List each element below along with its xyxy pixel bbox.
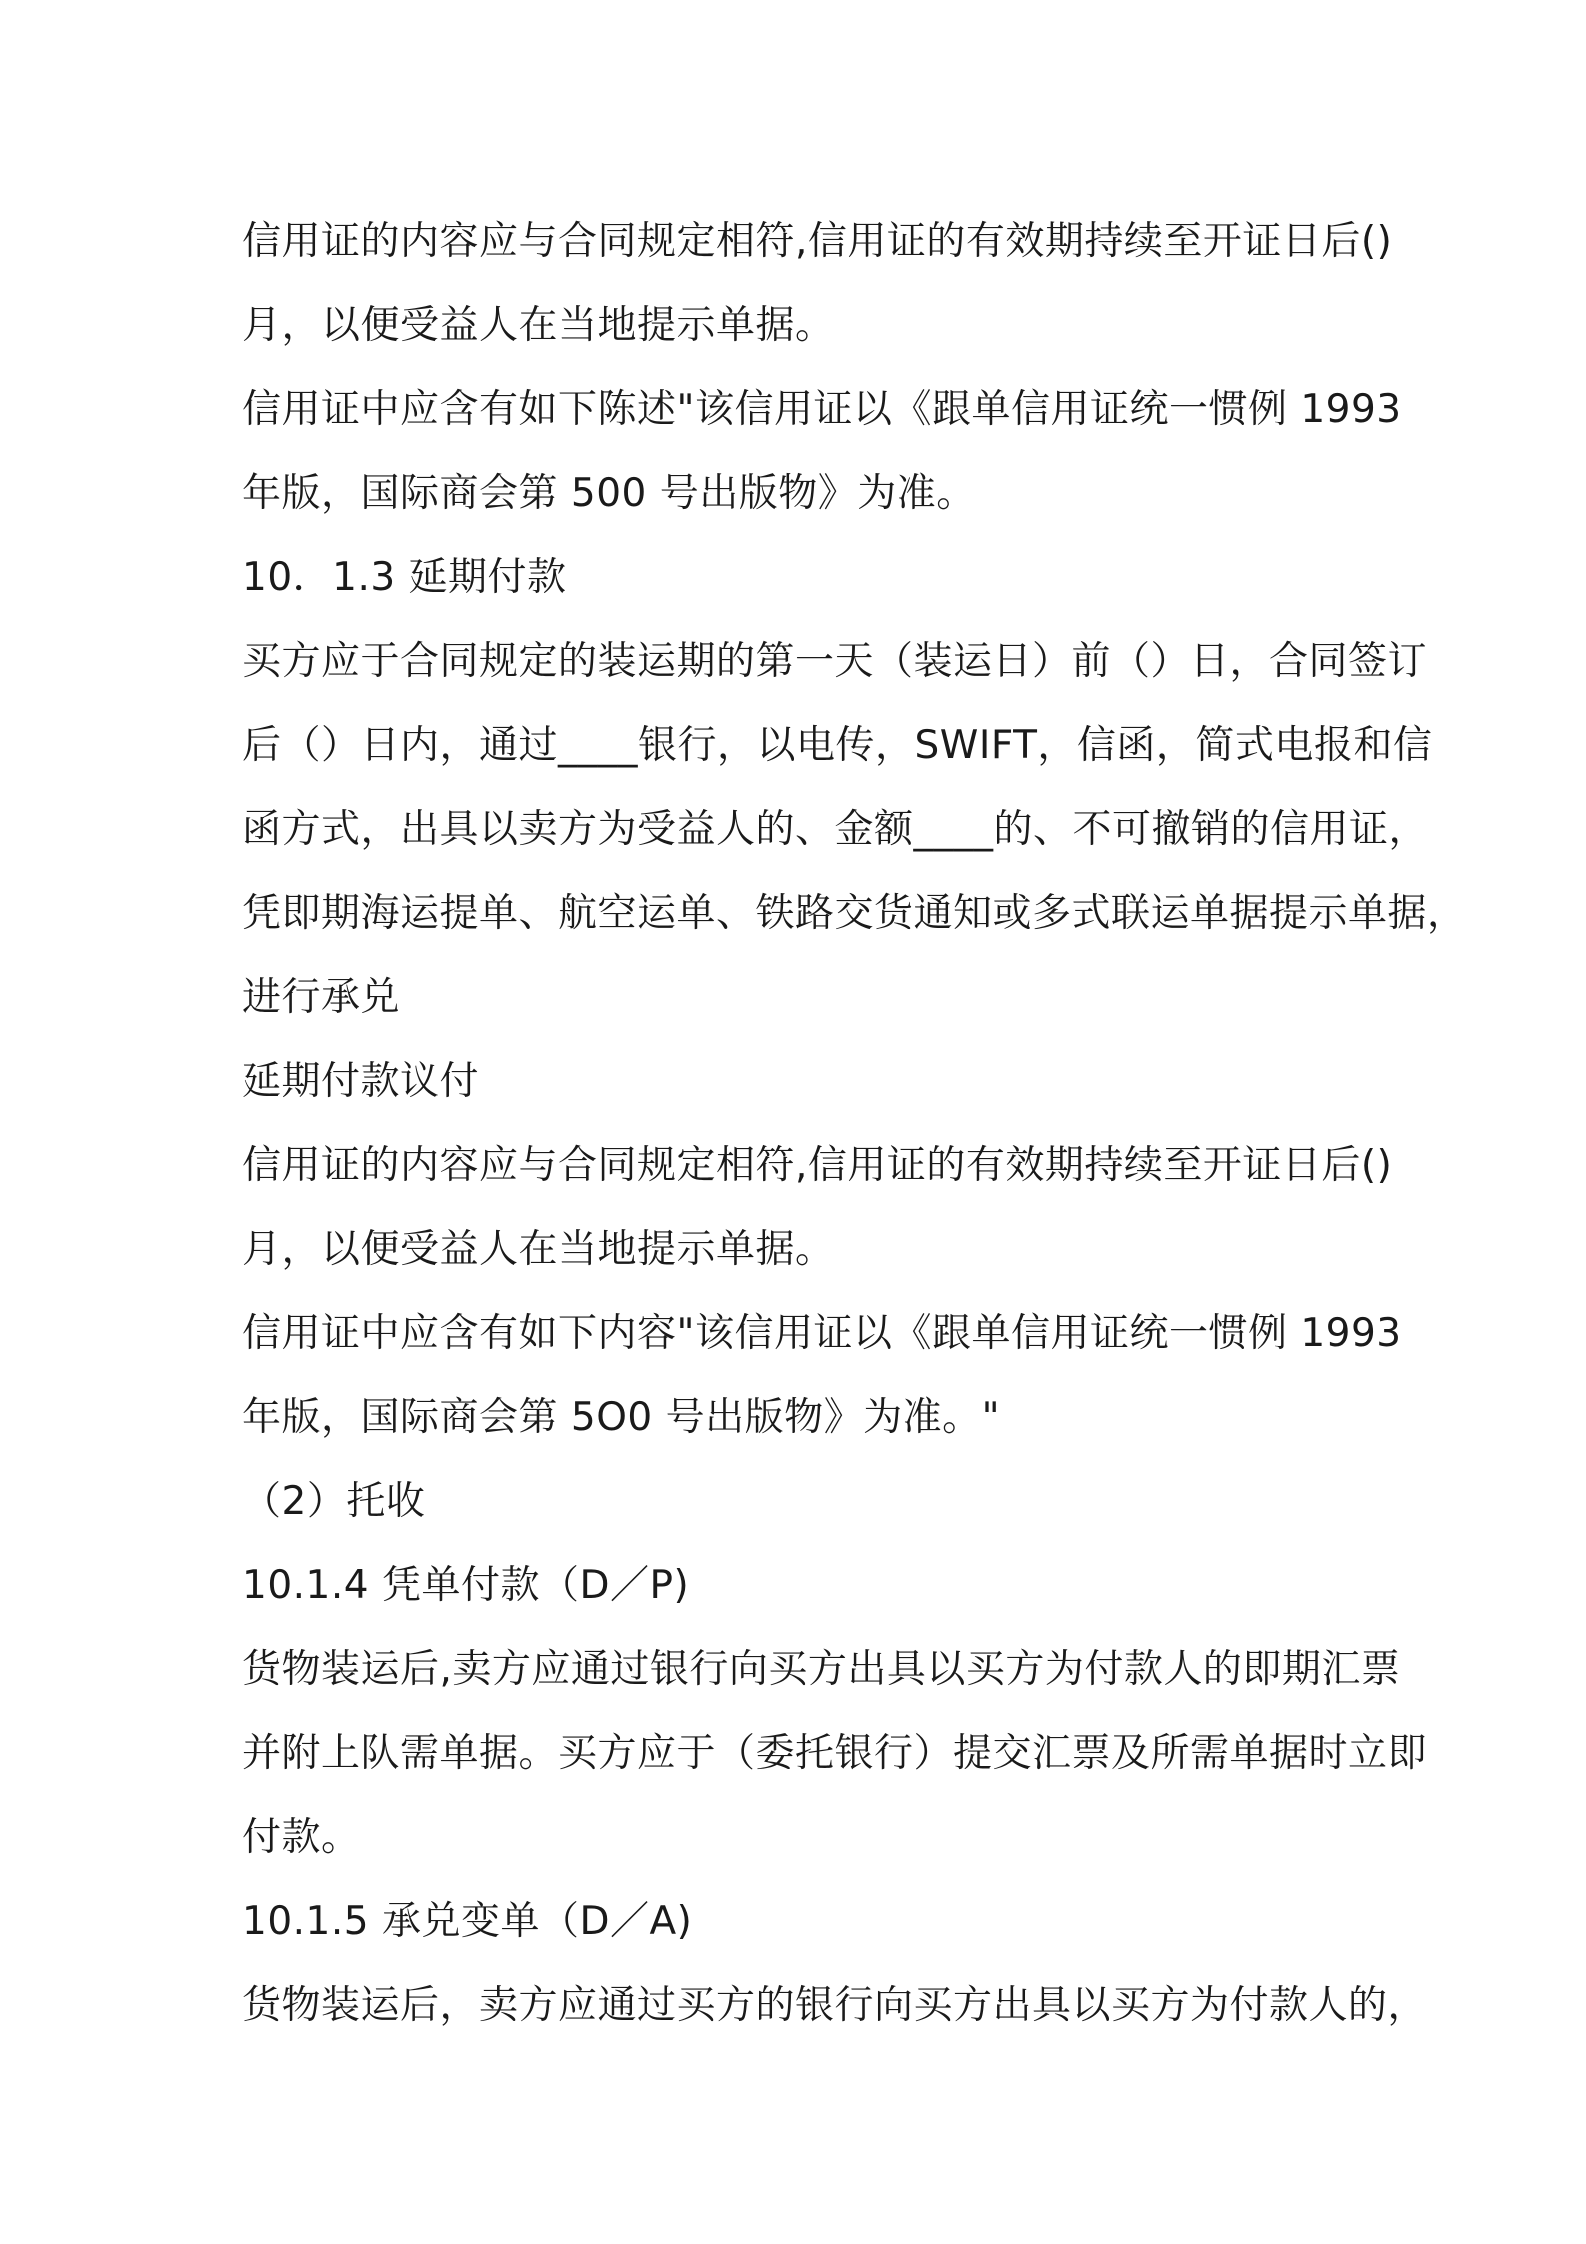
text-line: 信用证中应含有如下陈述"该信用证以《跟单信用证统一惯例 1993 [242,387,1402,432]
section-heading: 10．1.3 延期付款 [242,555,567,600]
section-heading: （2）托收 [242,1479,426,1524]
section-heading: 10.1.5 承兑变单（D／A) [242,1899,693,1944]
section-heading: 延期付款议付 [242,1059,480,1104]
text-line: 凭即期海运提单、航空运单、铁路交货通知或多式联运单据提示单据， [242,891,1467,936]
text-line: 年版，国际商会第 500 号出版物》为准。 [242,471,976,516]
text-line: 后（）日内，通过____银行，以电传，SWIFT，信函，简式电报和信 [242,723,1433,768]
text-line: 付款。 [242,1815,361,1860]
document-page [242,200,1467,2048]
text-line: 函方式，出具以卖方为受益人的、金额____的、不可撤销的信用证， [242,807,1429,852]
text-line: 进行承兑 [242,975,401,1020]
text-line: 货物装运后,卖方应通过银行向买方出具以买方为付款人的即期汇票 [242,1647,1401,1692]
text-line: 年版，国际商会第 5O0 号出版物》为准。" [242,1395,1001,1440]
text-line: 月，以便受益人在当地提示单据。 [242,303,835,348]
text-line: 信用证的内容应与合同规定相符,信用证的有效期持续至开证日后() [242,219,1393,264]
text-line: 买方应于合同规定的装运期的第一天（装运日）前（）日，合同签订 [242,639,1428,684]
text-line: 月，以便受益人在当地提示单据。 [242,1227,835,1272]
text-line: 信用证中应含有如下内容"该信用证以《跟单信用证统一惯例 1993 [242,1311,1402,1356]
section-heading: 10.1.4 凭单付款（D／P) [242,1563,690,1608]
text-line: 货物装运后，卖方应通过买方的银行向买方出具以买方为付款人的， [242,1983,1428,2028]
text-line: 信用证的内容应与合同规定相符,信用证的有效期持续至开证日后() [242,1143,1393,1188]
text-line: 并附上队需单据。买方应于（委托银行）提交汇票及所需单据时立即 [242,1731,1428,1776]
